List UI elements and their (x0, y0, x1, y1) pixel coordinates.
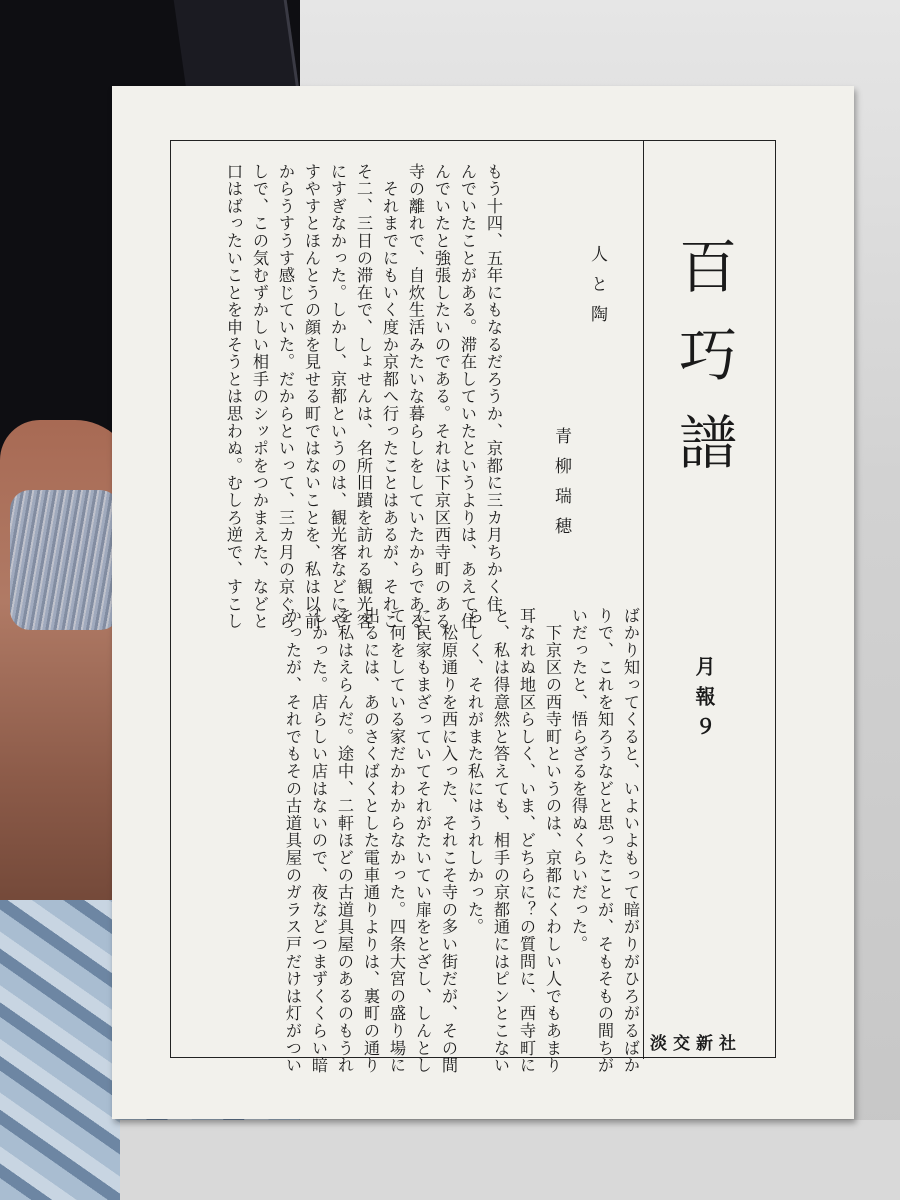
text-line: かったが、それでもその古道具屋のガラス戸だけは灯がつい (283, 607, 302, 1075)
text-line: そ二、三日の滞在で、しょせんは、名所旧蹟を訪れる観光客 (354, 163, 373, 631)
article (171, 141, 643, 1075)
text-line: 寺の離れで、自炊生活みたいな暮らしをしていたからである。 (406, 163, 425, 648)
article-text-lower (279, 607, 643, 1075)
text-line: て何をしている家だかわからなかった。四条大宮の盛り場に (387, 607, 406, 1075)
booklet-page (112, 86, 854, 1119)
article-text-upper (220, 163, 506, 648)
text-line: りで、これを知ろうなどと思ったことが、そもそもの間ちが (595, 607, 614, 1075)
text-line: 松原通りを西に入った、それこそ寺の多い街だが、その間 (439, 607, 458, 1075)
text-line: しで、この気むずかしい相手のシッポをつかまえた、などと (250, 163, 269, 631)
text-line: いだったと、悟らざるを得ぬくらいだった。 (569, 607, 588, 953)
text-line: を私はえらんだ。途中、二軒ほどの古道具屋のあるのもうれ (335, 607, 354, 1075)
text-line: それまでにもいく度か京都へ行ったことはあるが、それこ (380, 163, 399, 631)
background-box-edge (174, 0, 300, 90)
text-line: 出るには、あのさくばくとした電車通りよりは、裏町の通り (361, 607, 380, 1075)
article-author: 青柳瑞穂 (551, 427, 571, 547)
text-line: 口はばったいことを申そうとは思わぬ。むしろ逆で、すこし (224, 163, 243, 631)
text-line: 耳なれぬ地区らしく、いま、どちらに？の質問に、西寺町に (517, 607, 536, 1075)
text-line: にすぎなかった。しかし、京都というのは、観光客などにや (328, 163, 347, 631)
text-line: しかった。店らしい店はないので、夜などつまずくくらい暗 (309, 607, 328, 1075)
text-line: んでいたと強張したいのである。それは下京区西寺町のある (432, 163, 451, 631)
page-frame (170, 140, 776, 1075)
background-surface (120, 1120, 900, 1200)
text-line: すやすとほんとうの顔を見せる町ではないことを、私は以前 (302, 163, 321, 631)
text-line: もう十四、五年にもなるだろうか、京都に三カ月ちかく住 (484, 163, 503, 613)
text-line: んでいたことがある。滞在していたというよりは、あえて住 (458, 163, 477, 631)
background-brush-illustration (10, 490, 120, 630)
text-line: ばかり知ってくると、いよいよもって暗がりがひろがるばか (621, 607, 640, 1075)
publisher-name: 淡交新社 (650, 1034, 742, 1054)
title-block (643, 141, 778, 1059)
text-line: 下京区の西寺町というのは、京都にくわしい人でもあまり (543, 607, 562, 1075)
article-kicker: 人と陶 (587, 245, 607, 335)
text-line: からうすうす感じていた。だからといって、三カ月の京ぐら (276, 163, 295, 631)
text-line: と、私は得意然と答えても、相手の京都通にはピンとこない (491, 607, 510, 1075)
booklet-title: 百巧譜 (669, 236, 737, 500)
issue-label: 月報９ (692, 656, 716, 746)
text-line: に民家もまざっていてそれがたいてい扉をとざし、しんとし (413, 607, 432, 1075)
text-line: らしく、それがまた私にはうれしかった。 (465, 607, 484, 936)
